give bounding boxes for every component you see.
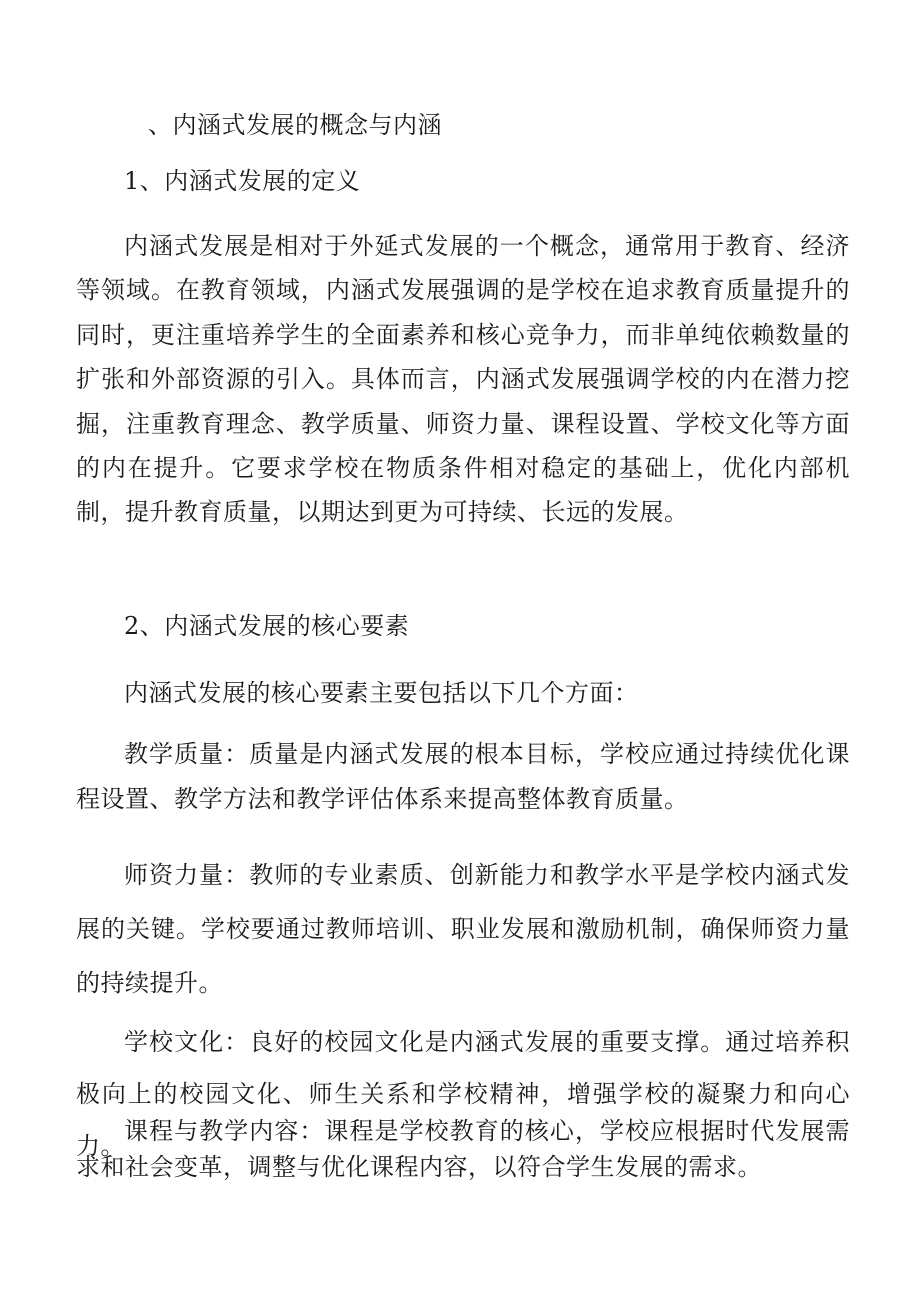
item-curriculum: 课程与教学内容：课程是学校教育的核心，学校应根据时代发展需求和社会变革，调整与优化课程内容，以符合学生发展的需求。 bbox=[76, 1117, 850, 1181]
section-heading: 、内涵式发展的概念与内涵 bbox=[148, 111, 442, 139]
definition-paragraph: 内涵式发展是相对于外延式发展的一个概念，通常用于教育、经济等领域。在教育领域，内涵式发展强调的是学校在追求教育质量提升的同时，更注重培养学生的全面素养和核心竞争力，而非单纯依赖数量的扩张和外部资源的引入。具体而言，内涵式发展强调学校的内在潜力挖掘，注重教育理念、教学质量、师资力量、课程设置、学校文化等方面的内在提升。它要求学校在物质条件相对稳定的基础上，优化内部机制，提升教育质量，以期达到更为可持续、长远的发展。 bbox=[76, 232, 850, 527]
core-elements-intro: 内涵式发展的核心要素主要包括以下几个方面： bbox=[124, 679, 639, 707]
item-teaching-quality: 教学质量：质量是内涵式发展的根本目标，学校应通过持续优化课程设置、教学方法和教学评估体系来提高整体教育质量。 bbox=[76, 740, 850, 813]
item-school-culture: 学校文化：良好的校园文化是内涵式发展的重要支撑。通过培养积极向上的校园文化、师生关系和学校精神，增强学校的凝聚力和向心力。 bbox=[76, 1028, 850, 1160]
subsection-heading-core-elements: 2、内涵式发展的核心要素 bbox=[124, 612, 410, 640]
item-teachers: 师资力量：教师的专业素质、创新能力和教学水平是学校内涵式发展的关键。学校要通过教师培训、职业发展和激励机制，确保师资力量的持续提升。 bbox=[76, 861, 850, 997]
subsection-heading-definition: 1、内涵式发展的定义 bbox=[124, 167, 361, 195]
